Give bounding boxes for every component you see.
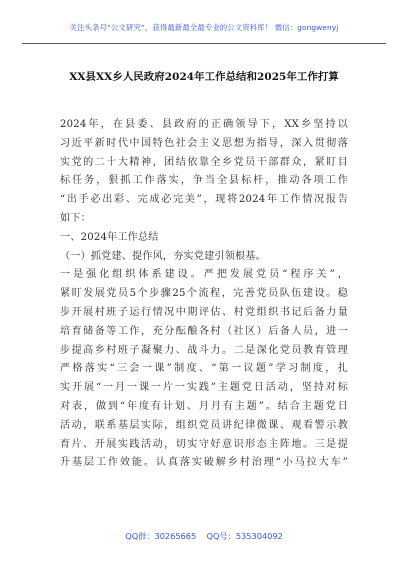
document-title: XX县XX乡人民政府2024年工作总结和2025年工作打算 [69, 71, 339, 83]
body-line: 严格落实“三会一课”制度、“第一议题”学习制度，扎 [60, 363, 348, 375]
body-line: 步开展村班子运行情况中期评估、村党组织书记后备力量 [60, 306, 348, 318]
section-heading: 一、2024年工作总结 [60, 231, 159, 243]
body-line: “出手必出彩、完成必完美”，现将2024年工作情况报告 [60, 194, 348, 206]
body-line: 培育储备等工作，充分酝酿各村（社区）后备人员，进一 [60, 325, 348, 337]
body-line: 习近平新时代中国特色社会主义思想为指导，深入贯彻落 [60, 137, 348, 149]
body-line: 实党的二十大精神，团结依靠全乡党员干部群众，紧盯目 [60, 156, 348, 168]
body-line: 2024年，在县委、县政府的正确领导下，XX乡坚持以 [60, 119, 348, 130]
body-line: 实开展“一月一课一片一实践”主题党日活动，坚持对标 [60, 382, 348, 394]
header-divider [22, 43, 386, 44]
body-line: 标任务，狠抓工作落实，争当全县标杆，推动各项工作 [60, 175, 348, 187]
body-line: 如下： [60, 212, 91, 224]
document-body [60, 116, 348, 473]
body-line: 紧盯发展党员5个步骤25个流程，完善党员队伍建设。稳 [60, 288, 348, 300]
body-line: 一是强化组织体系建设。严把发展党员“程序关”， [60, 269, 348, 281]
promo-banner[interactable]: 关注头条号“公文研究”，获得最新最全最专业的公文资料库！ 微信：gongwenyj [69, 23, 339, 32]
body-line: 升基层工作效能。认真落实破解乡村治理“小马拉大车” [60, 457, 348, 469]
body-line: 育片、开展实践活动，切实守好意识形态主阵地。三是提 [60, 438, 348, 450]
body-line: 活动，联系基层实际，组织党员讲纪律微课、观看警示教 [60, 419, 348, 431]
body-line: 对表，做到“年度有计划、月月有主题”。结合主题党日 [60, 400, 348, 412]
subsection-heading: （一）抓党建、提作风，夯实党建引领根基。 [60, 250, 266, 262]
body-line: 步提高乡村班子凝聚力、战斗力。二是深化党员教育管理 [60, 344, 348, 356]
footer-contact[interactable]: QQ群：30265665 QQ号：535304092 [125, 531, 283, 541]
